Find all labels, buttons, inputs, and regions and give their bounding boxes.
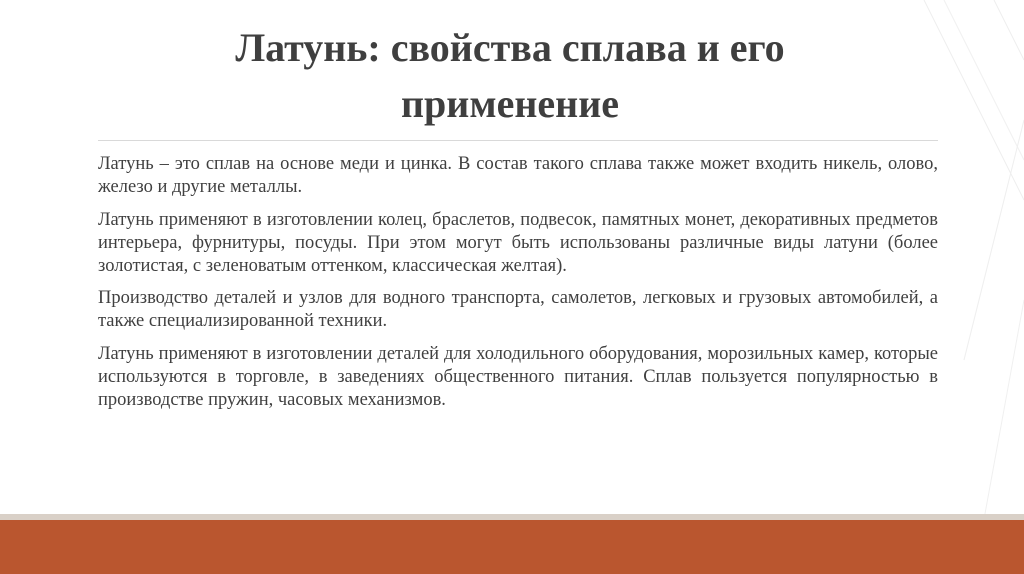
paragraph-transport-use: Производство деталей и узлов для водного транспорта, самолетов, легковых и грузовых автомобилей, а также специализированной техники.	[98, 288, 938, 331]
slide-title: Латунь: свойства сплава и его применение	[235, 25, 785, 126]
title-divider	[98, 140, 938, 141]
paragraph-refrigeration-use: Латунь применяют в изготовлении деталей для холодильного оборудования, морозильных камер, которые используются в торговле, в заведениях общественного питания. Сплав пользуется популярностью в производстве пружин, часовых механизмов.	[98, 343, 938, 410]
footer-bar	[0, 520, 1024, 574]
paragraph-definition: Латунь – это сплав на основе меди и цинка. В состав такого сплава также может входить никель, олово, железо и другие металлы.	[98, 154, 938, 197]
slide-body	[98, 153, 938, 421]
paragraph-jewelry-use: Латунь применяют в изготовлении колец, браслетов, подвесок, памятных монет, декоративных предметов интерьера, фурнитуры, посуды. При этом могут быть использованы различные виды латуни (более золотистая, с зеленоватым оттенком, классическая желтая).	[98, 209, 938, 276]
